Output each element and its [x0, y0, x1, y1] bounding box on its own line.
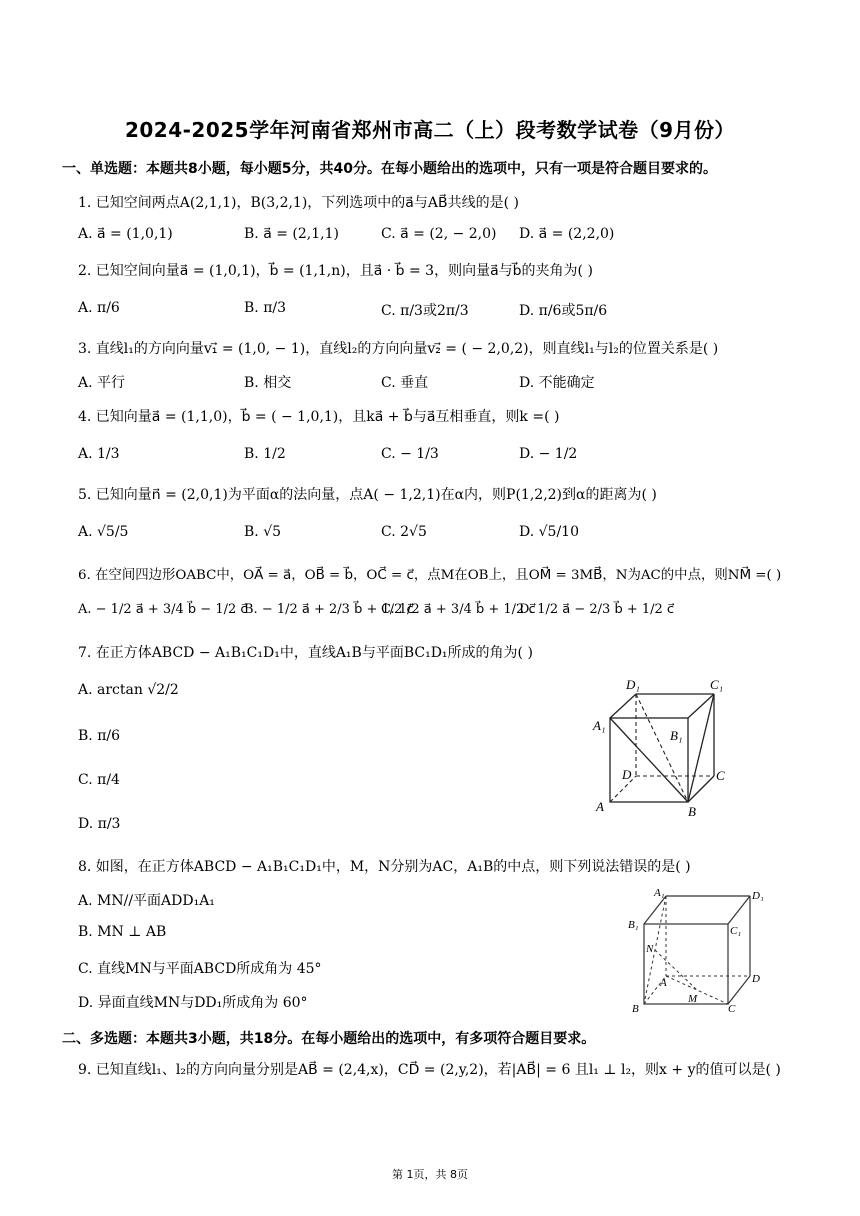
cube2-label-n: N — [646, 943, 654, 955]
q6-option-a: A. − 1/2 a⃗ + 3/4 b⃗ − 1/2 c⃗ — [78, 602, 248, 617]
cube1-line-c1b — [688, 694, 714, 802]
q3-option-d: D. 不能确定 — [519, 375, 595, 391]
question-5-options — [78, 524, 758, 548]
question-3-stem: 3. 直线l₁的方向向量v₁⃗ = (1,0, − 1)，直线l₂的方向向量v₂⃗ = ( − 2,0,2)，则直线l₁与l₂的位置关系是( ) — [78, 341, 719, 357]
question-2-stem: 2. 已知空间向量a⃗ = (1,0,1)，b⃗ = (1,1,n)，且a⃗ · b⃗ = 3，则向量a⃗与b⃗的夹角为( ) — [78, 263, 593, 279]
question-1-options — [78, 226, 758, 250]
cube2-label-a: A — [660, 977, 667, 989]
q2-option-b: B. π/3 — [244, 300, 287, 316]
q2-option-a: A. π/6 — [78, 300, 120, 316]
q6-option-d: D. 1/2 a⃗ − 2/3 b⃗ + 1/2 c⃗ — [519, 602, 675, 617]
cube1-label-b1: B₁ — [670, 728, 683, 743]
q8-option-c: C. 直线MN与平面ABCD所成角为 45° — [78, 961, 322, 977]
cube2-label-m: M — [688, 993, 698, 1005]
q4-option-c: C. − 1/3 — [381, 446, 439, 462]
cube1-label-c: C — [716, 768, 725, 783]
question-5-stem: 5. 已知向量n⃗ = (2,0,1)为平面α的法向量，点A( − 1,2,1)在α内，则P(1,2,2)到α的距离为( ) — [78, 487, 657, 503]
q7-option-d: D. π/3 — [78, 816, 121, 832]
cube-figure-1 — [588, 676, 738, 822]
q3-option-c: C. 垂直 — [381, 375, 429, 391]
q5-option-b: B. √5 — [244, 524, 282, 540]
cube2-label-a1: A₁ — [654, 887, 665, 899]
q1-option-a: A. a⃗ = (1,0,1) — [78, 226, 173, 242]
cube1-hidden-d1b — [636, 694, 688, 802]
q3-option-b: B. 相交 — [244, 375, 292, 391]
cube2-edge-cd — [728, 976, 750, 1004]
q4-option-a: A. 1/3 — [78, 446, 120, 462]
section-heading-multi-choice: 二、多选题：本题共3小题，共18分。在每小题给出的选项中，有多项符合题目要求。 — [62, 1031, 596, 1047]
cube2-label-d1: D₁ — [752, 890, 764, 902]
cube1-label-b: B — [688, 804, 696, 819]
cube2-label-c1: C₁ — [730, 925, 742, 937]
question-9-stem: 9. 已知直线l₁、l₂的方向向量分别是AB⃗ = (2,4,x)，CD⃗ = (2,y,2)，若|AB⃗| = 6 且l₁ ⊥ l₂，则x + y的值可以是( ) — [78, 1062, 781, 1078]
cube2-front-face — [644, 924, 728, 1004]
question-2-options — [78, 300, 758, 324]
q6-option-c: C. 1/2 a⃗ + 3/4 b⃗ + 1/2 c⃗ — [381, 602, 536, 617]
page-footer: 第 1页，共 8页 — [392, 1168, 468, 1181]
q4-option-b: B. 1/2 — [244, 446, 286, 462]
q8-option-b: B. MN ⊥ AB — [78, 924, 167, 940]
q8-option-d: D. 异面直线MN与DD₁所成角为 60° — [78, 995, 308, 1011]
q4-option-d: D. − 1/2 — [519, 446, 578, 462]
cube2-label-c: C — [728, 1003, 736, 1015]
q8-option-a: A. MN//平面ADD₁A₁ — [78, 893, 215, 909]
q2-option-d: D. π/6或5π/6 — [519, 303, 608, 319]
cube2-edge-c1d1 — [728, 896, 750, 924]
q6-option-b: B. − 1/2 a⃗ + 2/3 b⃗ + 1/2 c⃗ — [244, 602, 414, 617]
cube1-label-d1: D₁ — [626, 677, 640, 692]
q7-option-c: C. π/4 — [78, 772, 120, 788]
question-6-options — [78, 602, 758, 626]
cube1-label-a1: A₁ — [593, 718, 606, 733]
question-7-stem: 7. 在正方体ABCD − A₁B₁C₁D₁中，直线A₁B与平面BC₁D₁所成的角为( ) — [78, 645, 533, 661]
section-heading-single-choice: 一、单选题：本题共8小题，每小题5分，共40分。在每小题给出的选项中，只有一项是符合题目要求的。 — [62, 161, 717, 177]
cube1-edge-bc — [688, 776, 714, 802]
question-1-stem: 1. 已知空间两点A(2,1,1)，B(3,2,1)，下列选项中的a⃗与AB⃗共线的是( ) — [78, 195, 519, 211]
cube2-label-b: B — [632, 1003, 639, 1015]
cube1-label-c1: C₁ — [710, 677, 724, 692]
question-4-stem: 4. 已知向量a⃗ = (1,1,0)，b⃗ = ( − 1,0,1)，且ka⃗ + b⃗与a⃗互相垂直，则k =( ) — [78, 409, 560, 425]
page-title: 2024-2025学年河南省郑州市高二（上）段考数学试卷（9月份） — [124, 118, 736, 142]
cube1-label-a: A — [596, 799, 604, 814]
question-6-stem: 6. 在空间四边形OABC中，OA⃗ = a⃗，OB⃗ = b⃗，OC⃗ = c⃗，点M在OB上，且OM⃗ = 3MB⃗，N为AC的中点，则NM⃗ =( ) — [78, 568, 782, 583]
q1-option-b: B. a⃗ = (2,1,1) — [244, 226, 339, 242]
cube-figure-2 — [622, 886, 772, 1016]
question-8-stem: 8. 如图，在正方体ABCD − A₁B₁C₁D₁中，M，N分别为AC，A₁B的中点，则下列说法错误的是( ) — [78, 859, 691, 875]
q7-option-b: B. π/6 — [78, 728, 121, 744]
q1-option-c: C. a⃗ = (2, − 2,0) — [381, 226, 497, 242]
cube2-label-d: D — [752, 973, 760, 985]
q3-option-a: A. 平行 — [78, 375, 126, 391]
q1-option-d: D. a⃗ = (2,2,0) — [519, 226, 615, 242]
q2-option-c: C. π/3或2π/3 — [381, 303, 469, 319]
q7-option-a: A. arctan √2/2 — [78, 682, 179, 698]
q5-option-a: A. √5/5 — [78, 524, 129, 540]
cube1-label-d: D — [622, 767, 632, 782]
cube2-label-b1: B₁ — [628, 919, 639, 931]
cube1-edge-b1c1 — [688, 694, 714, 718]
q5-option-c: C. 2√5 — [381, 524, 427, 540]
question-3-options — [78, 372, 758, 396]
q5-option-d: D. √5/10 — [519, 524, 579, 540]
cube1-edge-a1d1 — [610, 694, 636, 718]
question-4-options — [78, 446, 758, 470]
